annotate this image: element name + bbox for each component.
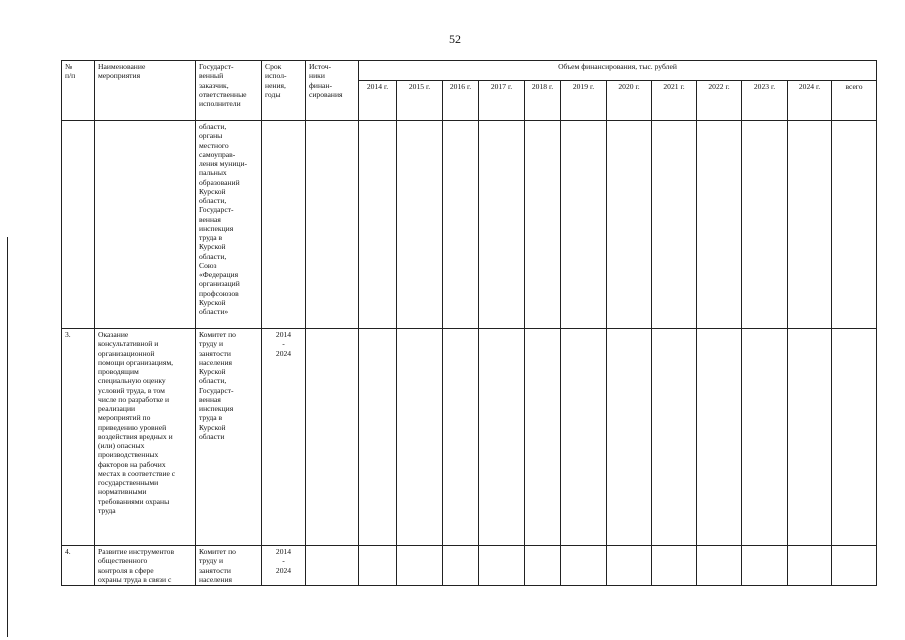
year-2023: 2023 г. [742, 81, 788, 121]
margin-line [7, 237, 8, 637]
page-number: 52 [449, 32, 461, 46]
header-num: № п/п [62, 61, 95, 121]
financing-table [61, 60, 877, 586]
header-customer: Государст- венный заказчик, ответственные исполнители [196, 61, 262, 121]
year-2022: 2022 г. [697, 81, 742, 121]
row-source [306, 546, 359, 586]
year-2017: 2017 г. [479, 81, 525, 121]
header-financing: Объем финансирования, тыс. рублей [359, 61, 877, 81]
table-row [62, 121, 877, 329]
header-row-1 [62, 61, 877, 81]
row-term: 2014 - 2024 [262, 329, 306, 546]
year-2021: 2021 г. [652, 81, 697, 121]
year-total: всего [832, 81, 877, 121]
row-term [262, 121, 306, 329]
row-customer: области, органы местного самоуправ- ления муници- пальных образований Курской области, Государст- венная инспекция труда в Курской области, Союз «Федерация организаций профсоюзов Курской области» [196, 121, 262, 329]
year-2016: 2016 г. [443, 81, 479, 121]
row-name: Оказание консультативной и организационной помощи организациям, проводящим специальную оценку условий труда, в том числе по разработке и реализации мероприятий по приведению уровней воздействия вредных и (или) опасных производственных факторов на рабочих местах в соответствие с государственными нормативными требованиями охраны труда [95, 329, 196, 546]
row-num: 4. [62, 546, 95, 586]
header-name: Наименование мероприятия [95, 61, 196, 121]
year-2024: 2024 г. [788, 81, 832, 121]
year-2014: 2014 г. [359, 81, 397, 121]
row-num [62, 121, 95, 329]
year-2020: 2020 г. [607, 81, 652, 121]
row-num: 3. [62, 329, 95, 546]
table-row [62, 546, 877, 586]
header-term: Срок испол- нения, годы [262, 61, 306, 121]
year-2015: 2015 г. [397, 81, 443, 121]
row-name [95, 121, 196, 329]
year-2019: 2019 г. [561, 81, 607, 121]
year-2018: 2018 г. [525, 81, 561, 121]
row-source [306, 329, 359, 546]
header-source: Источ- ники финан- сирования [306, 61, 359, 121]
row-customer: Комитет по труду и занятости населения [196, 546, 262, 586]
row-name: Развитие инструментов общественного контроля в сфере охраны труда в связи с [95, 546, 196, 586]
table-row [62, 329, 877, 546]
row-source [306, 121, 359, 329]
row-term: 2014 - 2024 [262, 546, 306, 586]
row-customer: Комитет по труду и занятости населения Курской области, Государст- венная инспекция труда в Курской области [196, 329, 262, 546]
